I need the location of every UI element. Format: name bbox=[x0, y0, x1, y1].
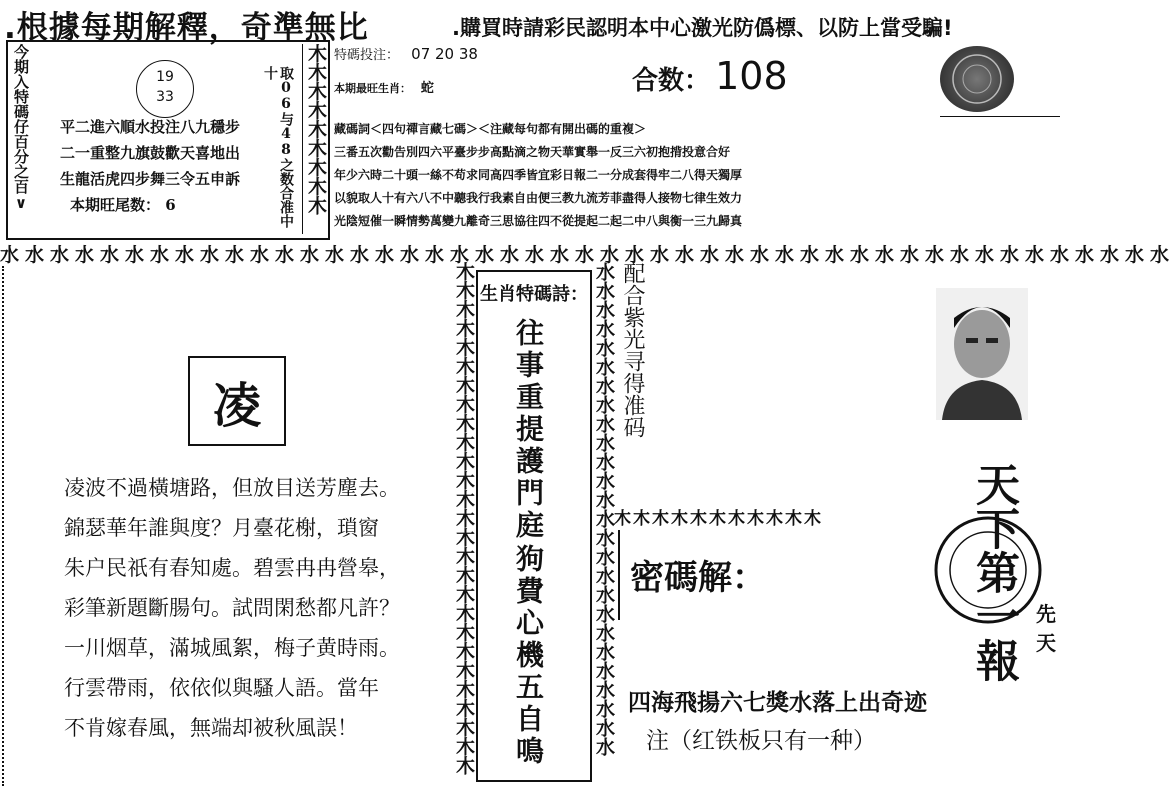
side-note: 取06与48之数合准中十 bbox=[262, 66, 294, 228]
right-wood-row: 木木木木木木木木木木木 bbox=[614, 509, 823, 529]
zodiac-verse: 往事重提護門庭 bbox=[512, 318, 545, 542]
secret-box bbox=[618, 530, 932, 620]
left-line: 生龍活虎四步舞三令五申訴 bbox=[60, 170, 241, 188]
poem-line: 彩筆新題斷腸句。試問閑愁都凡許？ bbox=[64, 596, 400, 620]
stamp-small: 先天 bbox=[1036, 602, 1056, 655]
secret-line-2: 注（红铁板只有一种） bbox=[646, 728, 876, 754]
left-lines bbox=[60, 114, 240, 218]
banner-notice: .購買時請彩民認明本中心激光防僞標、以防上當受騙! bbox=[452, 16, 953, 40]
circle-number-top: 19 bbox=[156, 69, 174, 85]
count-label: 合数： bbox=[632, 66, 711, 96]
tail-value: 6 bbox=[165, 196, 176, 214]
poem-line: 不肯嫁春風，無端却被秋風誤！ bbox=[64, 716, 358, 740]
water-row: 水水水水水水水水水水水水水水水水水水水水水水水水水水水水水水水水水水水水水水水水水水水水水水水 bbox=[0, 244, 1175, 266]
hidden-poem-heading: 藏碼詞＜四句禪言藏七碼＞＜注藏每句都有開出碼的重複＞ bbox=[334, 122, 647, 136]
main-character: 凌 bbox=[212, 377, 261, 434]
poem-line: 凌波不過橫塘路，但放目送芳塵去。 bbox=[64, 476, 400, 500]
zodiac-label: 本期最旺生肖： bbox=[334, 82, 411, 95]
secret-line-1: 四海飛揚六七獎水落上出奇迹 bbox=[628, 689, 927, 716]
hidden-poem-line: 光陰短催一瞬情勢萬變九離奇三思協往四不從提起二起二中八與衡一三九歸真 bbox=[334, 214, 743, 228]
zodiac-water-column: 水水水水水水水水水水水水水水水水水水水水水水水水水水 bbox=[593, 262, 615, 756]
secret-heading: 密碼解： bbox=[630, 558, 766, 598]
zodiac-poem-box bbox=[476, 270, 592, 782]
poem-line: 朱户民祇有春知處。碧雲冉冉營皋， bbox=[64, 556, 400, 580]
left-vertical-label: 今期入特碼仔百分之百∨ bbox=[12, 44, 30, 212]
poem-line: 行雲帶雨，依依似與騷人語。當年 bbox=[64, 676, 379, 700]
person-photo-icon bbox=[936, 288, 1028, 420]
tail-label: 本期旺尾数： bbox=[70, 196, 161, 214]
zodiac-verse-2: 狗費心機五自鳴 bbox=[512, 544, 545, 768]
count-box bbox=[632, 54, 788, 98]
main-character-box bbox=[188, 356, 286, 446]
left-dotted-border bbox=[2, 266, 4, 786]
banner-title: .根據每期解釋，奇準無比 bbox=[4, 10, 369, 46]
count-value: 108 bbox=[715, 54, 788, 98]
left-line: 二一重整九旗鼓歡天喜地出 bbox=[60, 144, 241, 162]
poem-line: 一川烟草，滿城風絮，梅子黄時雨。 bbox=[64, 636, 400, 660]
seal-emblem-icon bbox=[940, 46, 1014, 112]
top-banner bbox=[0, 0, 1080, 46]
laser-seal-icon bbox=[940, 46, 1014, 112]
special-label: 特碼投注： bbox=[334, 48, 400, 63]
hidden-poem bbox=[334, 118, 864, 233]
person-photo bbox=[936, 288, 1028, 420]
zodiac-poem-title: 生肖特碼詩： bbox=[480, 284, 588, 305]
special-numbers: 07 20 38 bbox=[411, 45, 478, 63]
hidden-poem-line: 年少六時二十頭一絲不苟求同高四季皆宜彩日報二一分成套得牢二八得天獨厚 bbox=[334, 168, 743, 182]
left-line: 平二進六順水投注八九穩步 bbox=[60, 118, 241, 136]
poem-line: 錦瑟華年誰與度？月臺花榭，瑣窗 bbox=[64, 516, 379, 540]
main-poem bbox=[64, 468, 400, 748]
left-wood-column: 木木木木木木木木木 bbox=[302, 44, 325, 234]
stamp-text: 天下第一報 bbox=[968, 462, 1019, 682]
seal-underline bbox=[940, 116, 1060, 117]
hidden-poem-line: 以貌取人十有六八不中聽我行我素自由便三教九流芳菲盡得人接物七律生效力 bbox=[334, 191, 743, 205]
zodiac-wood-column: 木木木木木木木木木木木木木木木木木木木木木木木木木木木 bbox=[453, 262, 475, 775]
right-vertical-note: 配合紫光寻得准码 bbox=[620, 262, 645, 438]
circle-number-bottom: 33 bbox=[156, 89, 174, 105]
hidden-poem-line: 三番五次勸告別四六平臺步步高點滴之物天華實舉一反三六初抱揹投意合好 bbox=[334, 145, 731, 159]
left-panel bbox=[6, 40, 330, 240]
number-circle bbox=[136, 60, 194, 118]
zodiac-value: 蛇 bbox=[420, 81, 434, 96]
tail-number bbox=[60, 192, 240, 218]
special-box bbox=[334, 44, 624, 110]
stamp bbox=[928, 458, 1068, 688]
